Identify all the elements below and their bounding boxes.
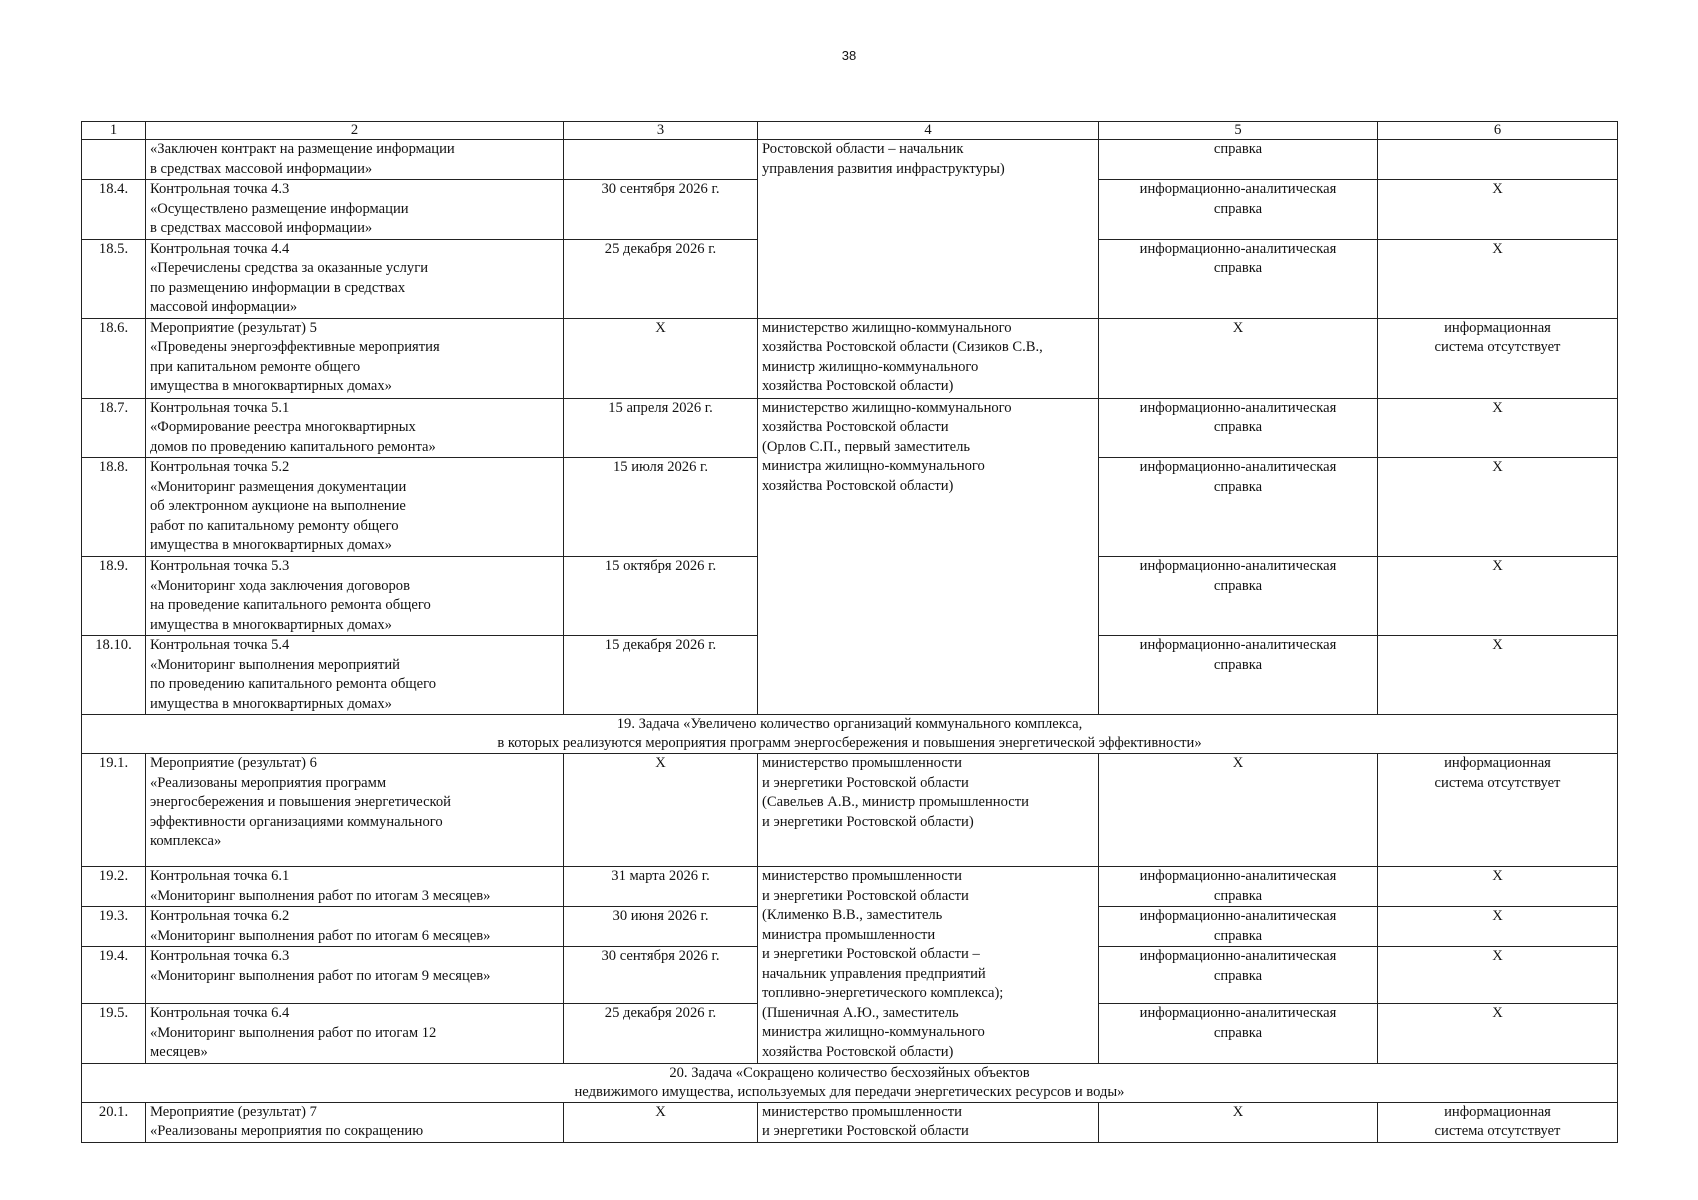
table-row [82,398,1618,458]
item-name: Контрольная точка 6.2 «Мониторинг выполнения работ по итогам 6 месяцев» [146,907,564,947]
document-type: справка [1099,140,1378,180]
page-number: 38 [841,48,857,63]
responsible-cell: министерство промышленности и энергетики Ростовской области (Савельев А.В., министр промышленности и энергетики Ростовской области) [758,754,1099,867]
header-col-2: 2 [146,122,564,140]
info-system: информационная система отсутствует [1378,754,1618,867]
deadline: 30 сентября 2026 г. [564,947,758,1004]
document-type: информационно-аналитическая справка [1099,636,1378,715]
deadline: Х [564,1102,758,1142]
deadline [564,140,758,180]
table-row [82,867,1618,907]
item-name: Мероприятие (результат) 7 «Реализованы мероприятия по сокращению [146,1102,564,1142]
deadline: 25 декабря 2026 г. [564,1004,758,1064]
header-col-6: 6 [1378,122,1618,140]
header-col-5: 5 [1099,122,1378,140]
table-row [82,1102,1618,1142]
row-number: 18.7. [82,398,146,458]
row-number: 19.5. [82,1004,146,1064]
item-name: Контрольная точка 5.4 «Мониторинг выполнения мероприятий по проведению капитального ремонта общего имущества в многоквартирных домах» [146,636,564,715]
task-19-heading: 19. Задача «Увеличено количество организаций коммунального комплекса, в которых реализуются мероприятия программ энергосбережения и повышения энергетической эффективности» [82,715,1618,754]
header-col-4: 4 [758,122,1099,140]
table-row [82,318,1618,398]
item-name: Контрольная точка 4.4 «Перечислены средства за оказанные услуги по размещению информации в средствах массовой информации» [146,239,564,318]
document-type: информационно-аналитическая справка [1099,557,1378,636]
header-col-3: 3 [564,122,758,140]
deadline: 25 декабря 2026 г. [564,239,758,318]
responsible-cell: министерство промышленности и энергетики Ростовской области [758,1102,1099,1142]
item-name: Мероприятие (результат) 6 «Реализованы мероприятия программ энергосбережения и повышения энергетической эффективности организациями коммунального комплекса» [146,754,564,867]
deadline: Х [564,754,758,867]
row-number [82,140,146,180]
deadline: Х [564,318,758,398]
row-number: 18.9. [82,557,146,636]
row-number: 18.10. [82,636,146,715]
row-number: 18.8. [82,458,146,557]
deadline: 15 апреля 2026 г. [564,398,758,458]
document-type: информационно-аналитическая справка [1099,458,1378,557]
item-name: Контрольная точка 5.3 «Мониторинг хода заключения договоров на проведение капитального ремонта общего имущества в многоквартирных домах» [146,557,564,636]
document-type: информационно-аналитическая справка [1099,239,1378,318]
info-system: Х [1378,907,1618,947]
item-name: «Заключен контракт на размещение информации в средствах массовой информации» [146,140,564,180]
deadline: 31 марта 2026 г. [564,867,758,907]
item-name: Мероприятие (результат) 5 «Проведены энергоэффективные мероприятия при капитальном ремонте общего имущества в многоквартирных домах» [146,318,564,398]
deadline: 15 октября 2026 г. [564,557,758,636]
info-system: Х [1378,636,1618,715]
info-system: информационная система отсутствует [1378,318,1618,398]
info-system: Х [1378,180,1618,240]
item-name: Контрольная точка 6.3 «Мониторинг выполнения работ по итогам 9 месяцев» [146,947,564,1004]
info-system: информационная система отсутствует [1378,1102,1618,1142]
info-system: Х [1378,947,1618,1004]
item-name: Контрольная точка 4.3 «Осуществлено размещение информации в средствах массовой информации» [146,180,564,240]
row-number: 19.1. [82,754,146,867]
item-name: Контрольная точка 6.4 «Мониторинг выполнения работ по итогам 12 месяцев» [146,1004,564,1064]
info-system [1378,140,1618,180]
plan-table-wrapper [81,121,1617,1143]
info-system: Х [1378,239,1618,318]
item-name: Контрольная точка 5.1 «Формирование реестра многоквартирных домов по проведению капитального ремонта» [146,398,564,458]
document-type: информационно-аналитическая справка [1099,867,1378,907]
document-type: Х [1099,754,1378,867]
item-name: Контрольная точка 6.1 «Мониторинг выполнения работ по итогам 3 месяцев» [146,867,564,907]
row-number: 20.1. [82,1102,146,1142]
deadline: 30 июня 2026 г. [564,907,758,947]
task-row [82,1063,1618,1102]
plan-table [81,121,1618,1143]
deadline: 30 сентября 2026 г. [564,180,758,240]
responsible-cell: министерство жилищно-коммунального хозяйства Ростовской области (Орлов С.П., первый заместитель министра жилищно-коммунального хозяйства Ростовской области) [758,398,1099,715]
row-number: 19.2. [82,867,146,907]
document-type: информационно-аналитическая справка [1099,947,1378,1004]
header-row [82,122,1618,140]
info-system: Х [1378,398,1618,458]
info-system: Х [1378,557,1618,636]
table-row [82,754,1618,867]
document-type: информационно-аналитическая справка [1099,1004,1378,1064]
deadline: 15 июля 2026 г. [564,458,758,557]
row-number: 19.4. [82,947,146,1004]
deadline: 15 декабря 2026 г. [564,636,758,715]
document-type: информационно-аналитическая справка [1099,180,1378,240]
row-number: 18.5. [82,239,146,318]
row-number: 18.4. [82,180,146,240]
document-type: Х [1099,318,1378,398]
document-type: Х [1099,1102,1378,1142]
responsible-cell: министерство жилищно-коммунального хозяйства Ростовской области (Сизиков С.В., министр жилищно-коммунального хозяйства Ростовской области) [758,318,1099,398]
info-system: Х [1378,867,1618,907]
document-type: информационно-аналитическая справка [1099,398,1378,458]
header-col-1: 1 [82,122,146,140]
responsible-cell: министерство промышленности и энергетики Ростовской области (Клименко В.В., заместитель министра промышленности и энергетики Ростовской области – начальник управления предприятий топливно-энергетического комплекса); (Пшеничная А.Ю., заместитель министра жилищно-коммунального хозяйства Ростовской области) [758,867,1099,1064]
table-row [82,140,1618,180]
task-20-heading: 20. Задача «Сокращено количество бесхозяйных объектов недвижимого имущества, используемых для передачи энергетических ресурсов и воды» [82,1063,1618,1102]
row-number: 18.6. [82,318,146,398]
task-row [82,715,1618,754]
row-number: 19.3. [82,907,146,947]
info-system: Х [1378,458,1618,557]
info-system: Х [1378,1004,1618,1064]
responsible-cell: Ростовской области – начальник управления развития инфраструктуры) [758,140,1099,319]
item-name: Контрольная точка 5.2 «Мониторинг размещения документации об электронном аукционе на выполнение работ по капитальному ремонту общего имущества в многоквартирных домах» [146,458,564,557]
document-type: информационно-аналитическая справка [1099,907,1378,947]
